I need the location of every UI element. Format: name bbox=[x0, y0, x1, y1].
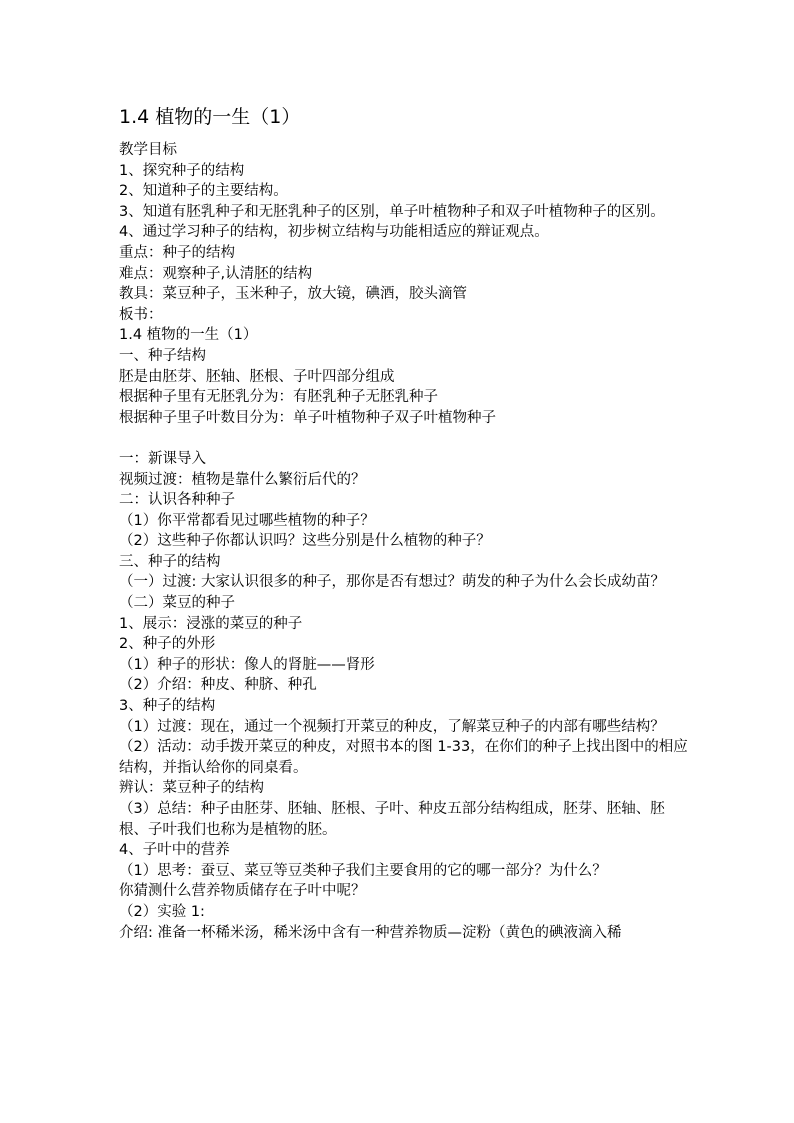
step-3-structure-heading: 3、种子的结构 bbox=[119, 698, 216, 715]
objective-1: 1、探究种子的结构 bbox=[119, 162, 245, 179]
kidney-bean-heading: （二）菜豆的种子 bbox=[119, 595, 235, 612]
blackboard-heading: 板书： bbox=[119, 306, 163, 323]
step-1-display: 1、展示：浸涨的菜豆的种子 bbox=[119, 615, 303, 632]
experiment-1-intro: 介绍: 准备一杯稀米汤，稀米汤中含有一种营养物质—淀粉（黄色的碘液滴入稀 bbox=[119, 924, 622, 941]
section-heading-objectives: 教学目标 bbox=[119, 142, 177, 158]
step-4-think: （1）思考：蚕豆、菜豆等豆类种子我们主要食用的它的哪一部分？为什么？ bbox=[119, 862, 607, 879]
objective-4: 4、通过学习种子的结构，初步树立结构与功能相适应的辩证观点。 bbox=[119, 224, 549, 241]
document-page bbox=[119, 104, 689, 943]
step-2-shape-heading: 2、种子的外形 bbox=[119, 636, 216, 653]
identify-line: 辨认：菜豆种子的结构 bbox=[119, 780, 264, 797]
step-2-shape-detail: （1）种子的形状：像人的肾脏——肾形 bbox=[119, 656, 375, 673]
step-3-activity: （2）活动：动手拨开菜豆的种皮，对照书本的图 1-33，在你们的种子上找出图中的相应结构，并指认给你的同桌看。 bbox=[119, 739, 688, 776]
step-4-guess: 你猜测什么营养物质储存在子叶中呢？ bbox=[119, 883, 366, 900]
question-2: （2）这些种子你都认识吗？这些分别是什么植物的种子？ bbox=[119, 533, 491, 550]
experiment-1-heading: （2）实验 1: bbox=[119, 903, 205, 920]
lesson-intro-heading: 一：新课导入 bbox=[119, 450, 206, 467]
step-3-transition: （1）过渡：现在，通过一个视频打开菜豆的种皮，了解菜豆种子的内部有哪些结构？ bbox=[119, 718, 665, 735]
document-title: 1.4 植物的一生（1） bbox=[119, 106, 301, 128]
lesson-part-2-heading: 二：认识各种种子 bbox=[119, 492, 235, 509]
blackboard-section-1: 一、种子结构 bbox=[119, 347, 206, 364]
objective-3: 3、知道有胚乳种子和无胚乳种子的区别，单子叶植物种子和双子叶植物种子的区别。 bbox=[119, 203, 665, 220]
lesson-intro-video: 视频过渡：植物是靠什么繁衍后代的？ bbox=[119, 471, 366, 488]
blank-line bbox=[119, 428, 689, 449]
question-1: （1）你平常都看见过哪些植物的种子？ bbox=[119, 512, 375, 529]
transition-paragraph: （一）过渡: 大家认识很多的种子，那你是否有想过？萌发的种子为什么会长成幼苗？ bbox=[119, 574, 665, 591]
teaching-aids: 教具：菜豆种子，玉米种子，放大镜，碘酒，胶头滴管 bbox=[119, 286, 467, 303]
blackboard-line-cotyledon: 根据种子里子叶数目分为：单子叶植物种子双子叶植物种子 bbox=[119, 409, 496, 426]
blackboard-line-embryo: 胚是由胚芽、胚轴、胚根、子叶四部分组成 bbox=[119, 368, 395, 385]
difficult-point: 难点：观察种子,认清胚的结构 bbox=[119, 265, 313, 282]
blackboard-line-endosperm: 根据种子里有无胚乳分为：有胚乳种子无胚乳种子 bbox=[119, 389, 438, 406]
step-4-heading: 4、子叶中的营养 bbox=[119, 842, 230, 859]
summary-paragraph: （3）总结：种子由胚芽、胚轴、胚根、子叶、种皮五部分结构组成，胚芽、胚轴、胚根、子叶我们也称为是植物的胚。 bbox=[119, 801, 665, 838]
step-2-intro-detail: （2）介绍：种皮、种脐、种孔 bbox=[119, 677, 317, 694]
objective-2: 2、知道种子的主要结构。 bbox=[119, 183, 288, 200]
key-point: 重点：种子的结构 bbox=[119, 244, 235, 261]
lesson-part-3-heading: 三、种子的结构 bbox=[119, 553, 221, 570]
blackboard-title: 1.4 植物的一生（1） bbox=[119, 327, 258, 344]
